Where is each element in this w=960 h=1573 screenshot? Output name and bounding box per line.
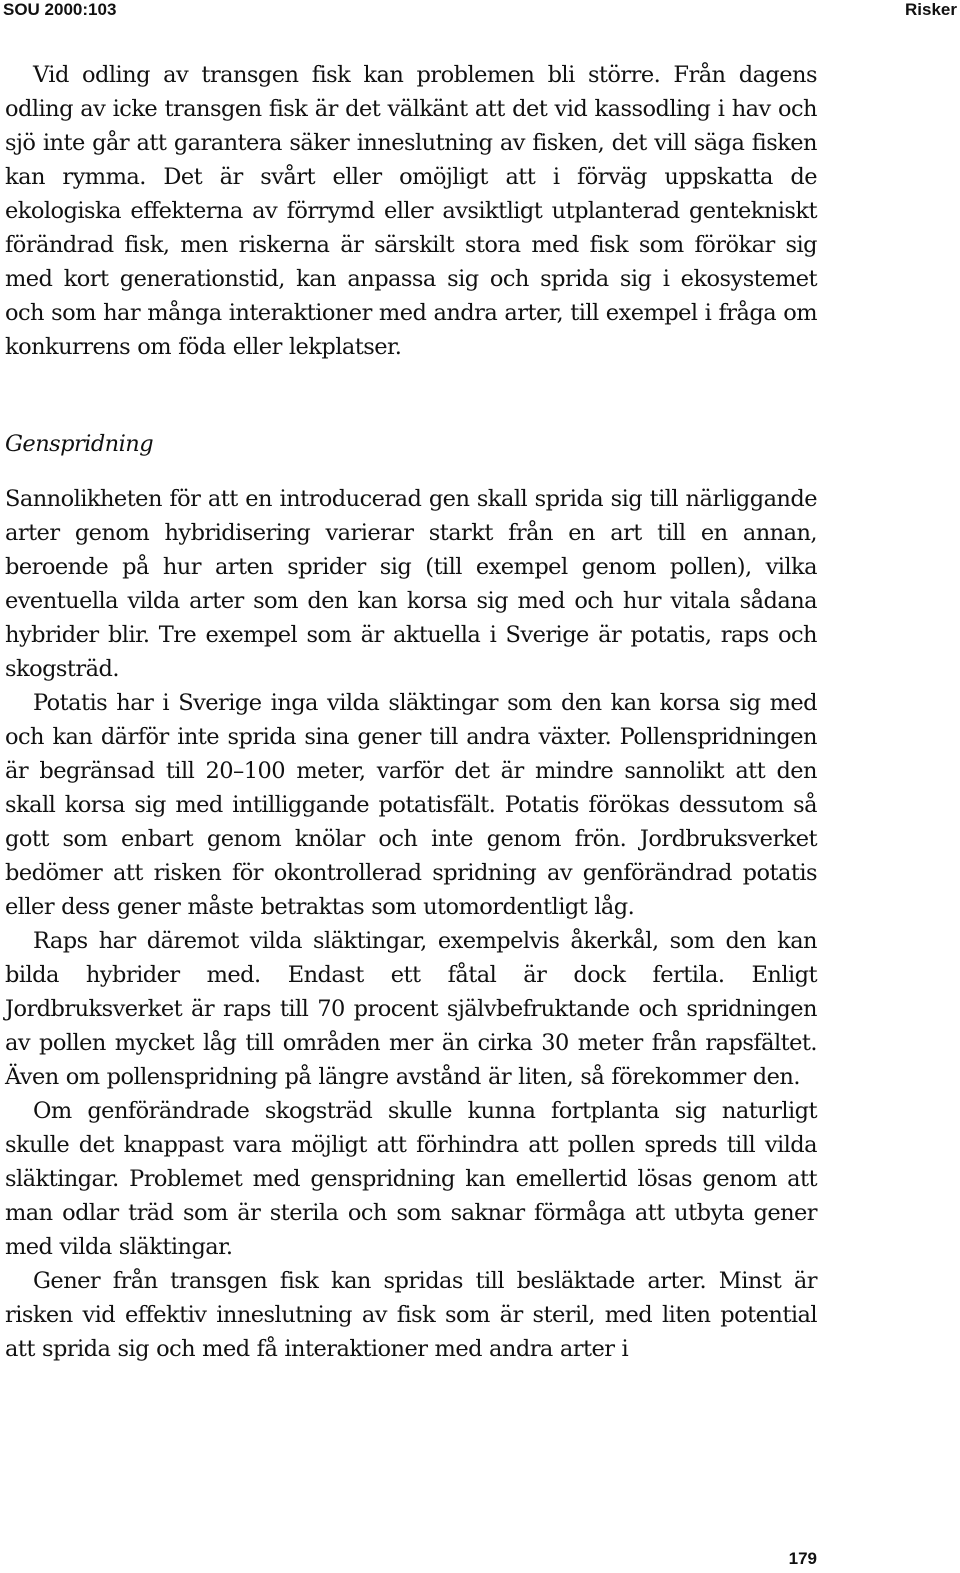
paragraph-raps: Raps har däremot vilda släktingar, exempelvis åkerkål, som den kan bilda hybrider med. Endast ett fåtal är dock fertila. Enligt Jordbruksverket är raps till 70 procent självbefruktande och spridningen av pollen mycket låg till områden mer än cirka 30 meter från rapsfältet. Även om pollenspridning på längre avstånd är liten, så förekommer den. (5, 928, 817, 1090)
paragraph-genspridning-1: Sannolikheten för att en introducerad gen skall sprida sig till närliggande arter genom hybridisering varierar starkt från en art till en annan, beroende på hur arten sprider sig (till exempel genom pollen), vilka eventuella vilda arter som den kan korsa sig med och hur vitala sådana hybrider blir. Tre exempel som är aktuella i Sverige är potatis, raps och skogsträd. (5, 486, 817, 682)
paragraph-potatis: Potatis har i Sverige inga vilda släktingar som den kan korsa sig med och kan därför inte sprida sina gener till andra växter. Pollenspridningen är begränsad till 20–100 meter, varför det är mindre sannolikt att den skall korsa sig med intilliggande potatisfält. Potatis förökas dessutom så gott som enbart genom knölar och inte genom frön. Jordbruksverket bedömer att risken för okontrollerad spridning av genförändrad potatis eller dess gener måste betraktas som utomordentligt låg. (5, 690, 817, 920)
section-heading-genspridning: Genspridning (5, 431, 154, 457)
header-chapter-title: Risker (905, 0, 957, 19)
paragraph-skogstrad: Om genförändrade skogsträd skulle kunna fortplanta sig naturligt skulle det knappast vara möjligt att förhindra att pollen spreds till vilda släktingar. Problemet med genspridning kan emellertid lösas genom att man odlar träd som är sterila och som saknar förmåga att utbyta gener med vilda släktingar. (5, 1098, 817, 1260)
paragraph-transgen-fisk: Gener från transgen fisk kan spridas till besläktade arter. Minst är risken vid effektiv inneslutning av fisk som är steril, med liten potential att sprida sig och med få interaktioner med andra arter i (5, 1268, 817, 1362)
running-header (0, 0, 960, 22)
paragraph-intro: Vid odling av transgen fisk kan problemen bli större. Från dagens odling av icke transgen fisk är det välkänt att det vid kassodling i hav och sjö inte går att garantera säker inneslutning av fisken, det vill säga fisken kan rymma. Det är svårt eller omöjligt att i förväg uppskatta de ekologiska effekterna av förrymd eller avsiktligt utplanterad gentekniskt förändrad fisk, men riskerna är särskilt stora med fisk som förökar sig med kort generationstid, kan anpassa sig och sprida sig i ekosystemet och som har många interaktioner med andra arter, till exempel i fråga om konkurrens om föda eller lekplatser. (5, 62, 817, 360)
page-body (5, 58, 817, 1366)
header-document-id: SOU 2000:103 (3, 0, 117, 19)
page-number: 179 (788, 1549, 817, 1568)
